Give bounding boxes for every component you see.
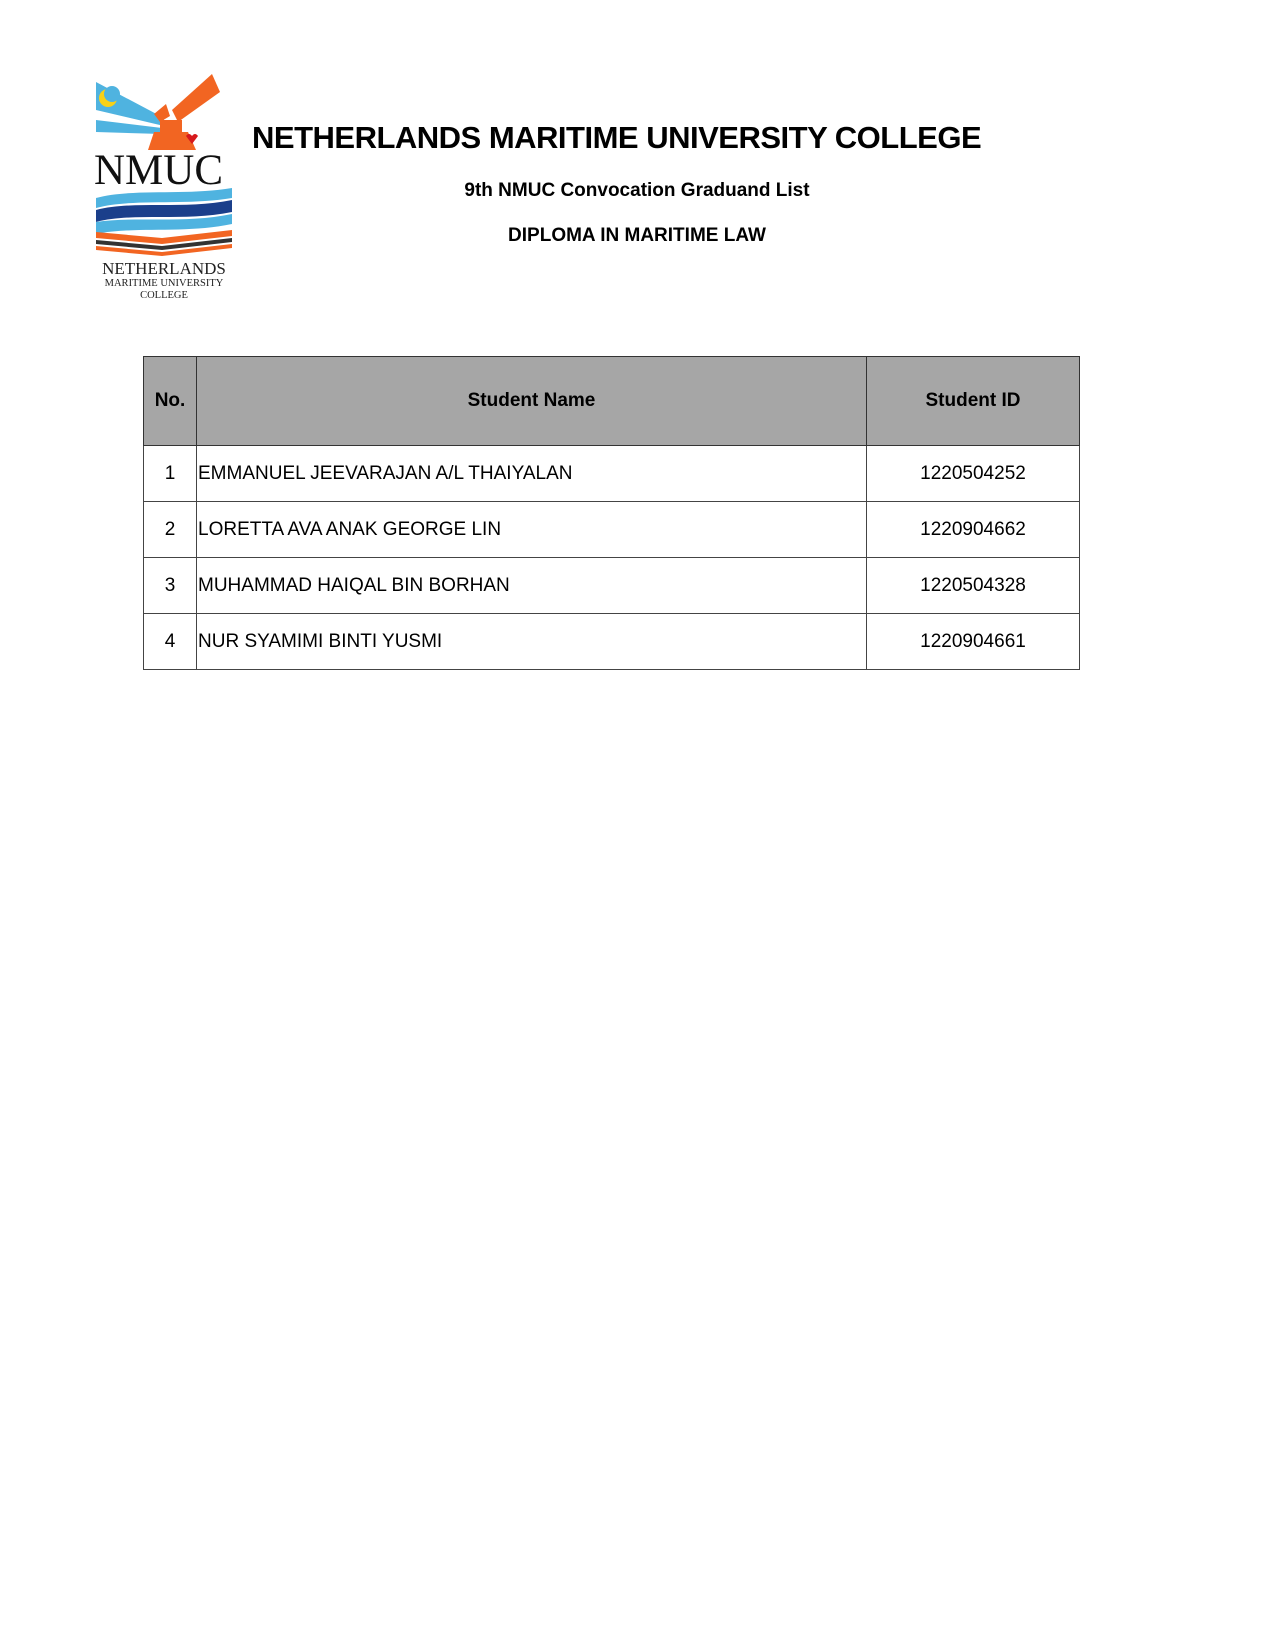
student-name: NUR SYAMIMI BINTI YUSMI (197, 614, 867, 670)
table-header-row (144, 357, 1080, 446)
student-id: 1220904662 (867, 502, 1080, 558)
row-number: 4 (144, 614, 197, 670)
student-id: 1220904661 (867, 614, 1080, 670)
student-name: LORETTA AVA ANAK GEORGE LIN (197, 502, 867, 558)
lighthouse-logo-icon (94, 70, 244, 310)
table-row (144, 614, 1080, 670)
logo-acronym: NMUC (94, 147, 224, 194)
column-header-name: Student Name (197, 357, 867, 446)
list-title: 9th NMUC Convocation Graduand List (464, 180, 810, 201)
column-header-id: Student ID (867, 357, 1080, 446)
row-number: 2 (144, 502, 197, 558)
column-header-no: No. (144, 357, 197, 446)
program-title: DIPLOMA IN MARITIME LAW (508, 225, 766, 246)
logo-line3: COLLEGE (140, 290, 188, 301)
table-row (144, 558, 1080, 614)
table-row (144, 502, 1080, 558)
table-row (144, 446, 1080, 502)
graduand-table (143, 356, 1080, 670)
logo-line1: NETHERLANDS (102, 259, 226, 278)
row-number: 3 (144, 558, 197, 614)
logo-line2: MARITIME UNIVERSITY (104, 278, 224, 289)
student-id: 1220504328 (867, 558, 1080, 614)
row-number: 1 (144, 446, 197, 502)
nmuc-logo (94, 70, 244, 310)
student-name: MUHAMMAD HAIQAL BIN BORHAN (197, 558, 867, 614)
student-id: 1220504252 (867, 446, 1080, 502)
institution-title: NETHERLANDS MARITIME UNIVERSITY COLLEGE (252, 120, 982, 155)
student-name: EMMANUEL JEEVARAJAN A/L THAIYALAN (197, 446, 867, 502)
